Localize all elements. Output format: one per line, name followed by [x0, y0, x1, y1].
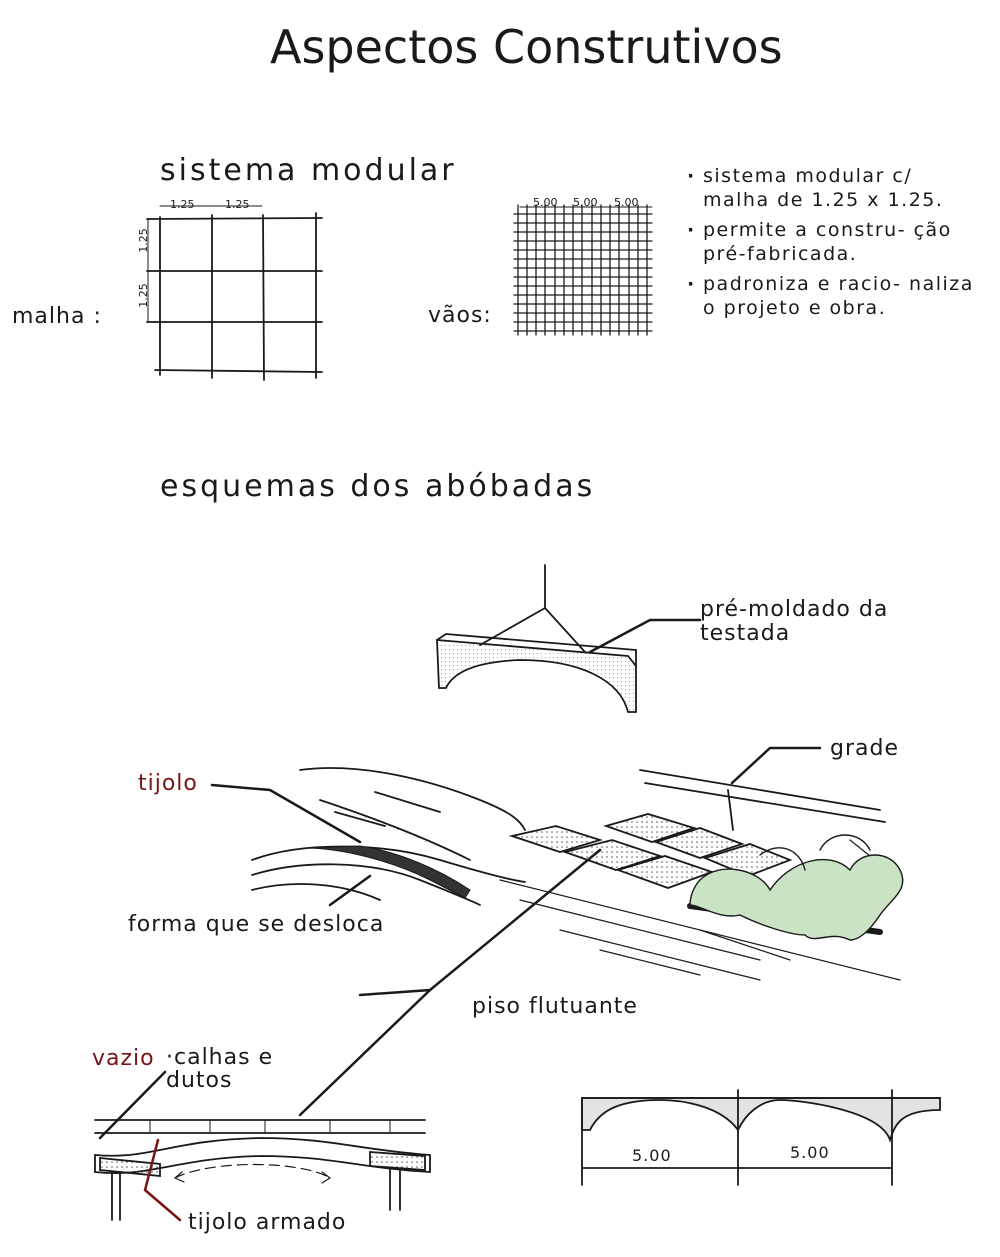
- malha-dim-x2: 1.25: [225, 198, 250, 211]
- vaos-label: vãos:: [428, 303, 492, 328]
- malha-grid: [147, 206, 322, 380]
- vaults-heading: esquemas dos abóbadas: [160, 469, 596, 504]
- label-piso: piso flutuante: [472, 994, 638, 1019]
- label-tijolo: tijolo: [138, 771, 198, 796]
- vaos-grid: [514, 205, 652, 335]
- page-title: Aspectos Construtivos: [270, 20, 783, 74]
- label-tijolo-armado: tijolo armado: [188, 1210, 347, 1235]
- section-dim-2: 5.00: [790, 1143, 830, 1162]
- malha-label: malha :: [12, 304, 102, 329]
- modular-heading: sistema modular: [160, 153, 457, 188]
- label-calhas: ·calhas e dutos: [166, 1045, 274, 1093]
- malha-dim-x1: 1.25: [170, 198, 195, 211]
- vault-perspective: [212, 768, 900, 1115]
- grade-leader: [732, 748, 820, 783]
- malha-dim-y2: 1.25: [136, 283, 150, 308]
- label-forma: forma que se desloca: [128, 912, 385, 937]
- note-item: · padroniza e racio- naliza o projeto e obra.: [685, 272, 985, 320]
- section-dim-1: 5.00: [632, 1146, 672, 1165]
- label-vazio: vazio: [92, 1046, 155, 1071]
- vaos-dim-1: 5.00: [533, 196, 558, 209]
- note-item: · sistema modular c/ malha de 1.25 x 1.25.: [685, 164, 985, 212]
- malha-dim-y1: 1.25: [136, 228, 150, 253]
- label-premoldado: pré-moldado da testada: [700, 597, 889, 646]
- vaos-dim-2: 5.00: [573, 196, 598, 209]
- section-brick-vault: [95, 1072, 430, 1220]
- section-arches: [582, 1090, 940, 1185]
- vaos-dim-3: 5.00: [614, 196, 639, 209]
- label-grade: grade: [830, 736, 899, 761]
- premoldado-piece: [437, 565, 700, 712]
- note-item: · permite a constru- ção pré-fabricada.: [685, 218, 985, 266]
